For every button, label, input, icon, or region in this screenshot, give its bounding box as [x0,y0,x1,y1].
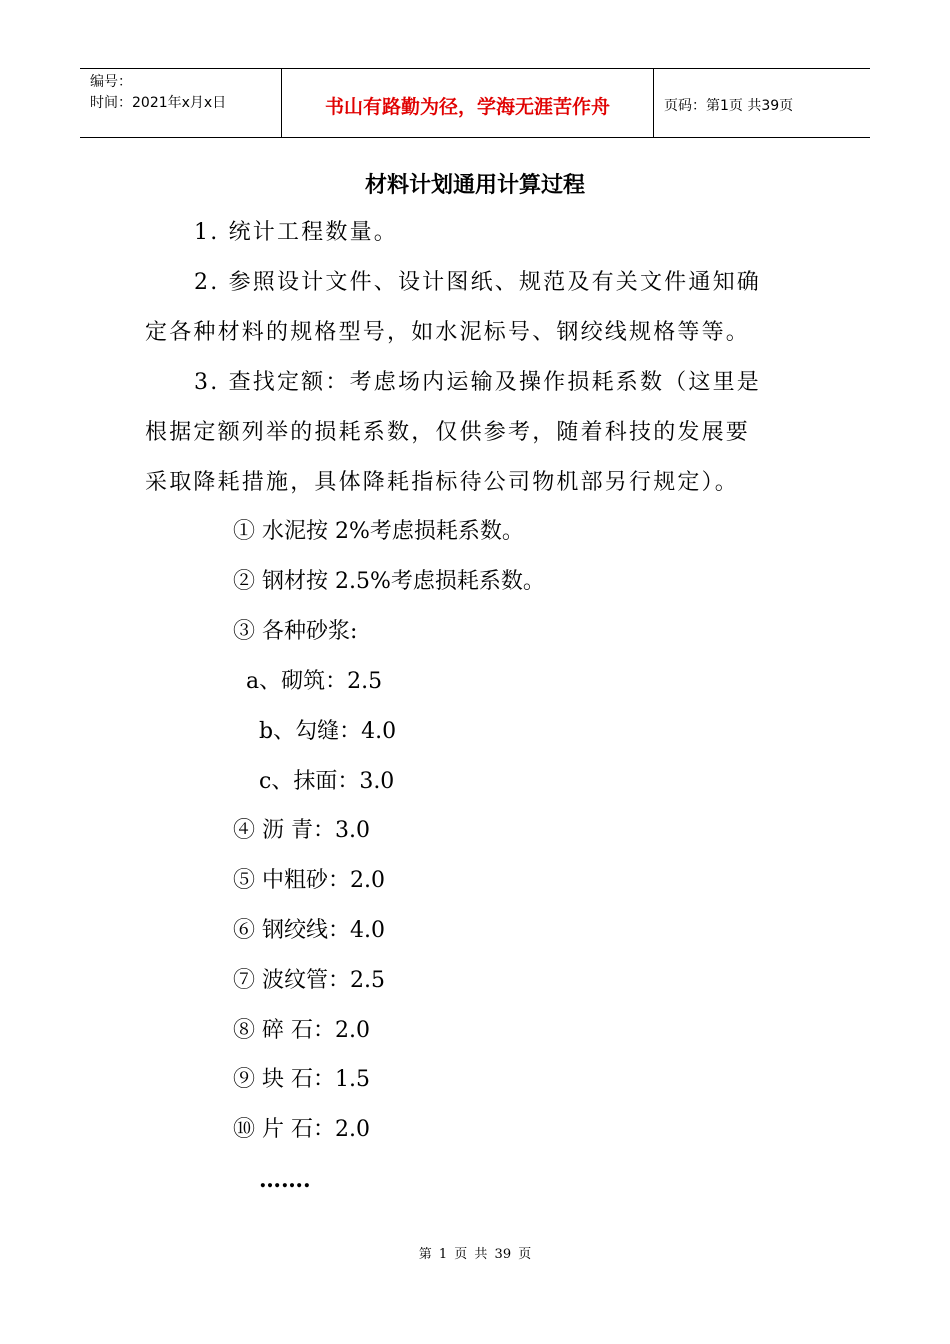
list-item-slab-stone: ⑩ 片 石：2.0 [233,1117,370,1142]
list-subitem-plastering: c、抹面：3.0 [259,769,395,794]
list-item-steel: ② 钢材按 2.5%考虑损耗系数。 [233,569,545,594]
header-motto: 书山有路勤为径，学海无涯苦作舟 [324,95,610,118]
list-item-strand: ⑥ 钢绞线：4.0 [233,918,385,943]
step-3-line-2: 根据定额列举的损耗系数，仅供参考，随着科技的发展要 [145,420,751,445]
list-item-duct: ⑦ 波纹管：2.5 [233,968,385,993]
document-number-label: 编号： [90,74,132,90]
list-subitem-masonry: a、砌筑：2.5 [246,669,383,694]
list-ellipsis: ……. [259,1167,311,1193]
header-motto-cell [281,69,654,137]
header-page-number: 页码：第1页 共39页 [664,98,794,114]
header-meta-cell [80,69,281,137]
list-item-mortar: ③ 各种砂浆: [233,619,358,644]
list-item-asphalt: ④ 沥 青：3.0 [233,818,370,843]
step-3-line-3: 采取降耗措施，具体降耗指标待公司物机部另行规定）。 [145,470,740,495]
header-table [80,68,870,138]
step-3-line-1: 3. 查找定额：考虑场内运输及操作损耗系数（这里是 [194,370,761,395]
list-item-cement: ① 水泥按 2%考虑损耗系数。 [233,519,524,544]
document-date-label: 时间：2021年x月x日 [90,95,227,111]
step-2-line-1: 2. 参照设计文件、设计图纸、规范及有关文件通知确 [194,270,761,295]
page-footer: 第 1 页 共 39 页 [418,1247,532,1262]
step-1: 1. 统计工程数量。 [194,220,398,245]
list-subitem-pointing: b、勾缝：4.0 [259,719,397,744]
list-item-block-stone: ⑨ 块 石：1.5 [233,1067,370,1092]
step-2-line-2: 定各种材料的规格型号，如水泥标号、钢绞线规格等等。 [145,320,751,345]
document-title: 材料计划通用计算过程 [364,173,585,198]
list-item-gravel: ⑧ 碎 石：2.0 [233,1018,370,1043]
header-page-cell [654,69,870,137]
list-item-sand: ⑤ 中粗砂：2.0 [233,868,385,893]
